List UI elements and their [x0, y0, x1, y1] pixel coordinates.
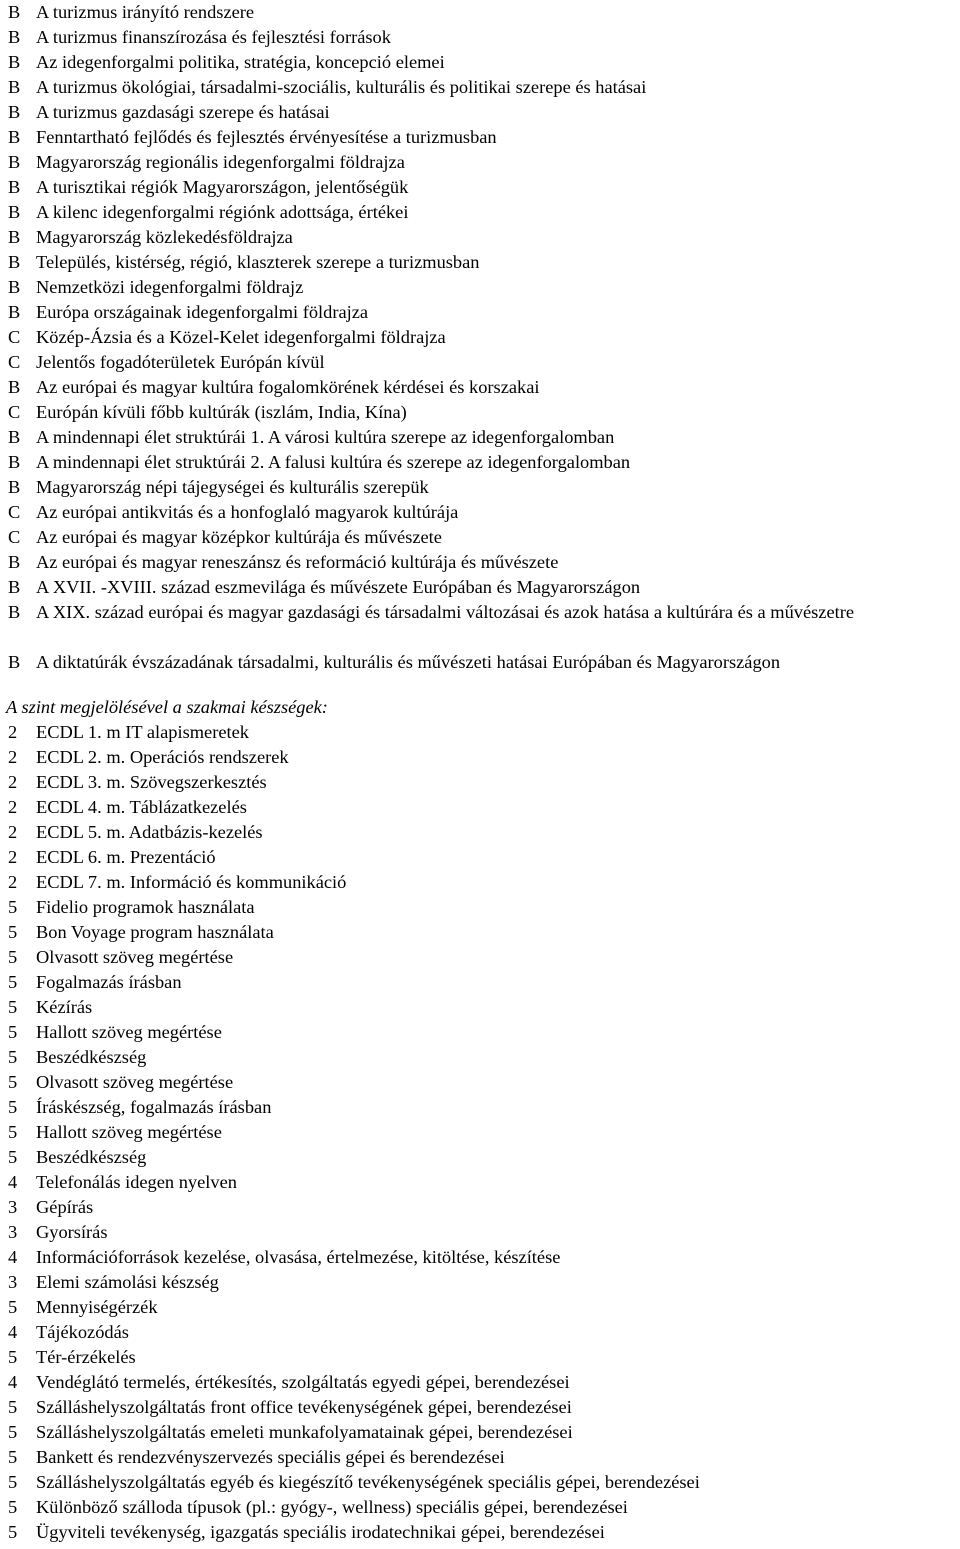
item-text: Tér-érzékelés — [36, 1347, 136, 1367]
list-item — [0, 1345, 960, 1370]
level-code: B — [8, 127, 21, 147]
item-text: Gépírás — [36, 1197, 94, 1217]
list-item — [0, 575, 960, 600]
level-code: B — [8, 577, 21, 597]
level-code: 5 — [8, 972, 18, 992]
item-text: Szálláshelyszolgáltatás egyéb és kiegészítő tevékenységének speciális gépei, berendezései — [36, 1472, 700, 1492]
level-code: B — [8, 177, 21, 197]
item-text: Az európai antikvitás és a honfoglaló magyarok kultúrája — [36, 502, 459, 522]
level-code: B — [8, 52, 21, 72]
level-code: 5 — [8, 922, 18, 942]
item-text: Szálláshelyszolgáltatás emeleti munkafolyamatainak gépei, berendezései — [36, 1422, 573, 1442]
level-code: 2 — [8, 797, 18, 817]
list-item — [0, 795, 960, 820]
level-code: C — [8, 502, 21, 522]
item-text: Telefonálás idegen nyelven — [36, 1172, 237, 1192]
item-text: ECDL 7. m. Információ és kommunikáció — [36, 872, 347, 892]
level-code: 5 — [8, 1097, 18, 1117]
item-text: A mindennapi élet struktúrái 2. A falusi kultúra és szerepe az idegenforgalomban — [36, 452, 631, 472]
item-text: Hallott szöveg megértése — [36, 1122, 222, 1142]
list-item — [0, 600, 960, 650]
list-item — [0, 125, 960, 150]
level-code: 2 — [8, 722, 18, 742]
level-code: 5 — [8, 897, 18, 917]
list-item — [0, 275, 960, 300]
skills-list — [0, 720, 960, 1545]
level-code: B — [8, 477, 21, 497]
list-item — [0, 1295, 960, 1320]
list-item — [0, 1520, 960, 1545]
list-item — [0, 1495, 960, 1520]
item-text: Bon Voyage program használata — [36, 922, 274, 942]
level-code: B — [8, 652, 21, 672]
list-item — [0, 325, 960, 350]
list-item — [0, 475, 960, 500]
level-code: B — [8, 377, 21, 397]
item-text: ECDL 3. m. Szövegszerkesztés — [36, 772, 267, 792]
level-code: 5 — [8, 1397, 18, 1417]
level-code: 4 — [8, 1322, 18, 1342]
level-code: 5 — [8, 1147, 18, 1167]
item-text: Hallott szöveg megértése — [36, 1022, 222, 1042]
level-code: 2 — [8, 772, 18, 792]
level-code: 2 — [8, 822, 18, 842]
list-item — [0, 1120, 960, 1145]
level-code: 5 — [8, 1072, 18, 1092]
item-text: A turisztikai régiók Magyarországon, jelentőségük — [36, 177, 409, 197]
item-text: Nemzetközi idegenforgalmi földrajz — [36, 277, 304, 297]
item-text: Olvasott szöveg megértése — [36, 1072, 234, 1092]
list-item — [0, 225, 960, 250]
list-item — [0, 150, 960, 175]
level-code: B — [8, 602, 21, 622]
level-code: 3 — [8, 1222, 18, 1242]
list-item — [0, 995, 960, 1020]
item-text: Jelentős fogadóterületek Európán kívül — [36, 352, 325, 372]
level-code: B — [8, 302, 21, 322]
list-item — [0, 1420, 960, 1445]
list-item — [0, 650, 960, 675]
level-code: 5 — [8, 997, 18, 1017]
level-code: 5 — [8, 947, 18, 967]
level-code: 4 — [8, 1247, 18, 1267]
level-code: 5 — [8, 1297, 18, 1317]
list-item — [0, 1095, 960, 1120]
list-item — [0, 25, 960, 50]
list-item — [0, 1195, 960, 1220]
topic-list — [0, 0, 960, 675]
level-code: C — [8, 327, 21, 347]
list-item — [0, 1220, 960, 1245]
item-text: Információforrások kezelése, olvasása, értelmezése, kitöltése, készítése — [36, 1247, 561, 1267]
item-text: Magyarország közlekedésföldrajza — [36, 227, 293, 247]
level-code: 2 — [8, 847, 18, 867]
list-item — [0, 1145, 960, 1170]
item-text: Gyorsírás — [36, 1222, 108, 1242]
list-item — [0, 450, 960, 475]
level-code: C — [8, 402, 21, 422]
list-item — [0, 0, 960, 25]
item-text: Település, kistérség, régió, klaszterek szerepe a turizmusban — [36, 252, 480, 272]
list-item — [0, 945, 960, 970]
level-code: 2 — [8, 747, 18, 767]
level-code: B — [8, 277, 21, 297]
item-text: A mindennapi élet struktúrái 1. A városi kultúra szerepe az idegenforgalomban — [36, 427, 615, 447]
list-item — [0, 745, 960, 770]
level-code: 5 — [8, 1472, 18, 1492]
list-item — [0, 1245, 960, 1270]
item-text: A turizmus finanszírozása és fejlesztési források — [36, 27, 391, 47]
item-text: Fidelio programok használata — [36, 897, 255, 917]
item-text: Az európai és magyar kultúra fogalomkörének kérdései és korszakai — [36, 377, 540, 397]
level-code: B — [8, 27, 21, 47]
item-text: Európán kívüli főbb kultúrák (iszlám, India, Kína) — [36, 402, 407, 422]
item-text: ECDL 4. m. Táblázatkezelés — [36, 797, 247, 817]
item-text: Tájékozódás — [36, 1322, 129, 1342]
list-item — [0, 550, 960, 575]
level-code: B — [8, 102, 21, 122]
item-text: A turizmus gazdasági szerepe és hatásai — [36, 102, 330, 122]
list-item — [0, 250, 960, 275]
list-item — [0, 75, 960, 100]
item-text: Mennyiségérzék — [36, 1297, 158, 1317]
level-code: C — [8, 352, 21, 372]
list-item — [0, 770, 960, 795]
item-text: Közép-Ázsia és a Közel-Kelet idegenforgalmi földrajza — [36, 327, 446, 347]
item-text: Az európai és magyar középkor kultúrája és művészete — [36, 527, 442, 547]
level-code: 5 — [8, 1347, 18, 1367]
item-text: A kilenc idegenforgalmi régiónk adottsága, értékei — [36, 202, 409, 222]
level-code: 5 — [8, 1022, 18, 1042]
item-text: Elemi számolási készség — [36, 1272, 219, 1292]
list-item — [0, 970, 960, 995]
level-code: 5 — [8, 1447, 18, 1467]
list-item — [0, 845, 960, 870]
list-item — [0, 425, 960, 450]
level-code: 5 — [8, 1047, 18, 1067]
level-code: 5 — [8, 1522, 18, 1542]
list-item — [0, 1270, 960, 1295]
item-text: Fenntartható fejlődés és fejlesztés érvényesítése a turizmusban — [36, 127, 497, 147]
item-text: Beszédkészség — [36, 1047, 147, 1067]
level-code: 5 — [8, 1422, 18, 1442]
list-item — [0, 500, 960, 525]
level-code: 3 — [8, 1197, 18, 1217]
level-code: 4 — [8, 1372, 18, 1392]
list-item — [0, 895, 960, 920]
item-text: Az idegenforgalmi politika, stratégia, koncepció elemei — [36, 52, 445, 72]
skills-heading: A szint megjelölésével a szakmai készségek: — [6, 697, 328, 717]
level-code: B — [8, 227, 21, 247]
item-text: ECDL 6. m. Prezentáció — [36, 847, 216, 867]
item-text: Magyarország népi tájegységei és kulturális szerepük — [36, 477, 429, 497]
item-text: A XIX. század európai és magyar gazdasági és társadalmi változásai és azok hatása a kultúrára és a művészetre — [36, 602, 855, 622]
item-text: ECDL 5. m. Adatbázis-kezelés — [36, 822, 263, 842]
list-item — [0, 375, 960, 400]
list-item — [0, 50, 960, 75]
list-item — [0, 525, 960, 550]
item-text: Szálláshelyszolgáltatás front office tevékenységének gépei, berendezései — [36, 1397, 572, 1417]
level-code: 3 — [8, 1272, 18, 1292]
list-item — [0, 350, 960, 375]
level-code: B — [8, 77, 21, 97]
item-text: Fogalmazás írásban — [36, 972, 182, 992]
item-text: A turizmus irányító rendszere — [36, 2, 255, 22]
item-text: A diktatúrák évszázadának társadalmi, kulturális és művészeti hatásai Európában és Magyarországon — [36, 652, 781, 672]
list-item — [0, 920, 960, 945]
list-item — [0, 870, 960, 895]
list-item — [0, 300, 960, 325]
list-item — [0, 200, 960, 225]
list-item — [0, 1045, 960, 1070]
level-code: 5 — [8, 1497, 18, 1517]
level-code: 4 — [8, 1172, 18, 1192]
level-code: B — [8, 452, 21, 472]
level-code: B — [8, 427, 21, 447]
list-item — [0, 1470, 960, 1495]
list-item — [0, 1170, 960, 1195]
item-text: Beszédkészség — [36, 1147, 147, 1167]
item-text: Az európai és magyar reneszánsz és reformáció kultúrája és művészete — [36, 552, 559, 572]
level-code: 5 — [8, 1122, 18, 1142]
list-item — [0, 400, 960, 425]
list-item — [0, 175, 960, 200]
level-code: B — [8, 152, 21, 172]
item-text: Ügyviteli tevékenység, igazgatás speciális irodatechnikai gépei, berendezései — [36, 1522, 605, 1542]
level-code: B — [8, 252, 21, 272]
item-text: Vendéglátó termelés, értékesítés, szolgáltatás egyedi gépei, berendezései — [36, 1372, 570, 1392]
list-item — [0, 1320, 960, 1345]
list-item — [0, 1370, 960, 1395]
item-text: Olvasott szöveg megértése — [36, 947, 234, 967]
item-text: Európa országainak idegenforgalmi földrajza — [36, 302, 369, 322]
item-text: Bankett és rendezvényszervezés speciális gépei és berendezései — [36, 1447, 505, 1467]
level-code: 2 — [8, 872, 18, 892]
level-code: C — [8, 527, 21, 547]
list-item — [0, 100, 960, 125]
list-item — [0, 820, 960, 845]
level-code: B — [8, 202, 21, 222]
item-text: Íráskészség, fogalmazás írásban — [36, 1097, 272, 1117]
item-text: A turizmus ökológiai, társadalmi-szociális, kulturális és politikai szerepe és hatásai — [36, 77, 647, 97]
item-text: A XVII. -XVIII. század eszmevilága és művészete Európában és Magyarországon — [36, 577, 641, 597]
list-item — [0, 1070, 960, 1095]
level-code: B — [8, 552, 21, 572]
list-item — [0, 720, 960, 745]
item-text: Kézírás — [36, 997, 93, 1017]
list-item — [0, 1020, 960, 1045]
item-text: Magyarország regionális idegenforgalmi földrajza — [36, 152, 405, 172]
level-code: B — [8, 2, 21, 22]
list-item — [0, 1395, 960, 1420]
item-text: Különböző szálloda típusok (pl.: gyógy-, wellness) speciális gépei, berendezései — [36, 1497, 628, 1517]
item-text: ECDL 1. m IT alapismeretek — [36, 722, 249, 742]
list-item — [0, 1445, 960, 1470]
item-text: ECDL 2. m. Operációs rendszerek — [36, 747, 289, 767]
